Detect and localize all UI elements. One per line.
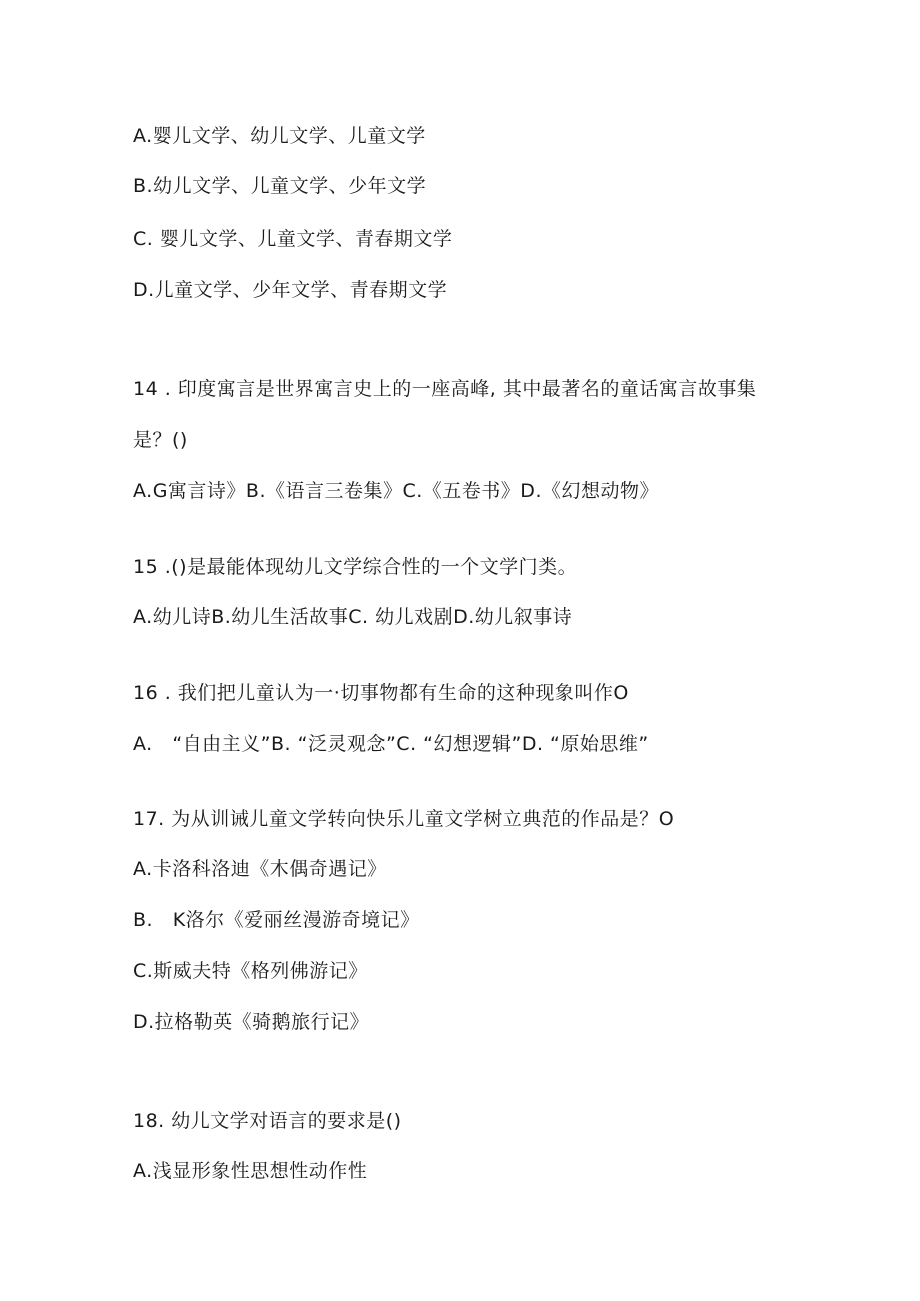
q14-options: A.G寓言诗》B.《语言三卷集》C.《五卷书》D.《幻想动物》 bbox=[133, 480, 659, 502]
q14-question-cont: 是？() bbox=[133, 429, 188, 451]
q18-question: 18. 幼儿文学对语言的要求是() bbox=[133, 1110, 402, 1132]
q13-option-d: D.儿童文学、少年文学、青春期文学 bbox=[133, 279, 448, 301]
q13-option-c: C. 婴儿文学、儿童文学、青春期文学 bbox=[133, 228, 453, 250]
q17-question: 17. 为从训诫儿童文学转向快乐儿童文学树立典范的作品是？O bbox=[133, 808, 675, 830]
q17-option-a: A.卡洛科洛迪《木偶奇遇记》 bbox=[133, 858, 387, 880]
q15-question: 15 .()是最能体现幼儿文学综合性的一个文学门类。 bbox=[133, 556, 578, 578]
q14-question: 14 . 印度寓言是世界寓言史上的一座高峰, 其中最著名的童话寓言故事集 bbox=[133, 378, 757, 400]
q16-options: A. “自由主义”B. “泛灵观念”C. “幻想逻辑”D. “原始思维” bbox=[133, 733, 649, 755]
q17-option-d: D.拉格勒英《骑鹅旅行记》 bbox=[133, 1011, 370, 1033]
q18-option-a: A.浅显形象性思想性动作性 bbox=[133, 1160, 368, 1182]
q13-option-b: B.幼儿文学、儿童文学、少年文学 bbox=[133, 175, 427, 197]
q17-option-c: C.斯威夫特《格列佛游记》 bbox=[133, 960, 368, 982]
q16-question: 16 . 我们把儿童认为一·切事物都有生命的这种现象叫作O bbox=[133, 682, 629, 704]
q17-option-b: B. K洛尔《爱丽丝漫游奇境记》 bbox=[133, 909, 420, 931]
q13-option-a: A.婴儿文学、幼儿文学、儿童文学 bbox=[133, 125, 426, 147]
q15-options: A.幼儿诗B.幼儿生活故事C. 幼儿戏剧D.幼儿叙事诗 bbox=[133, 606, 573, 628]
